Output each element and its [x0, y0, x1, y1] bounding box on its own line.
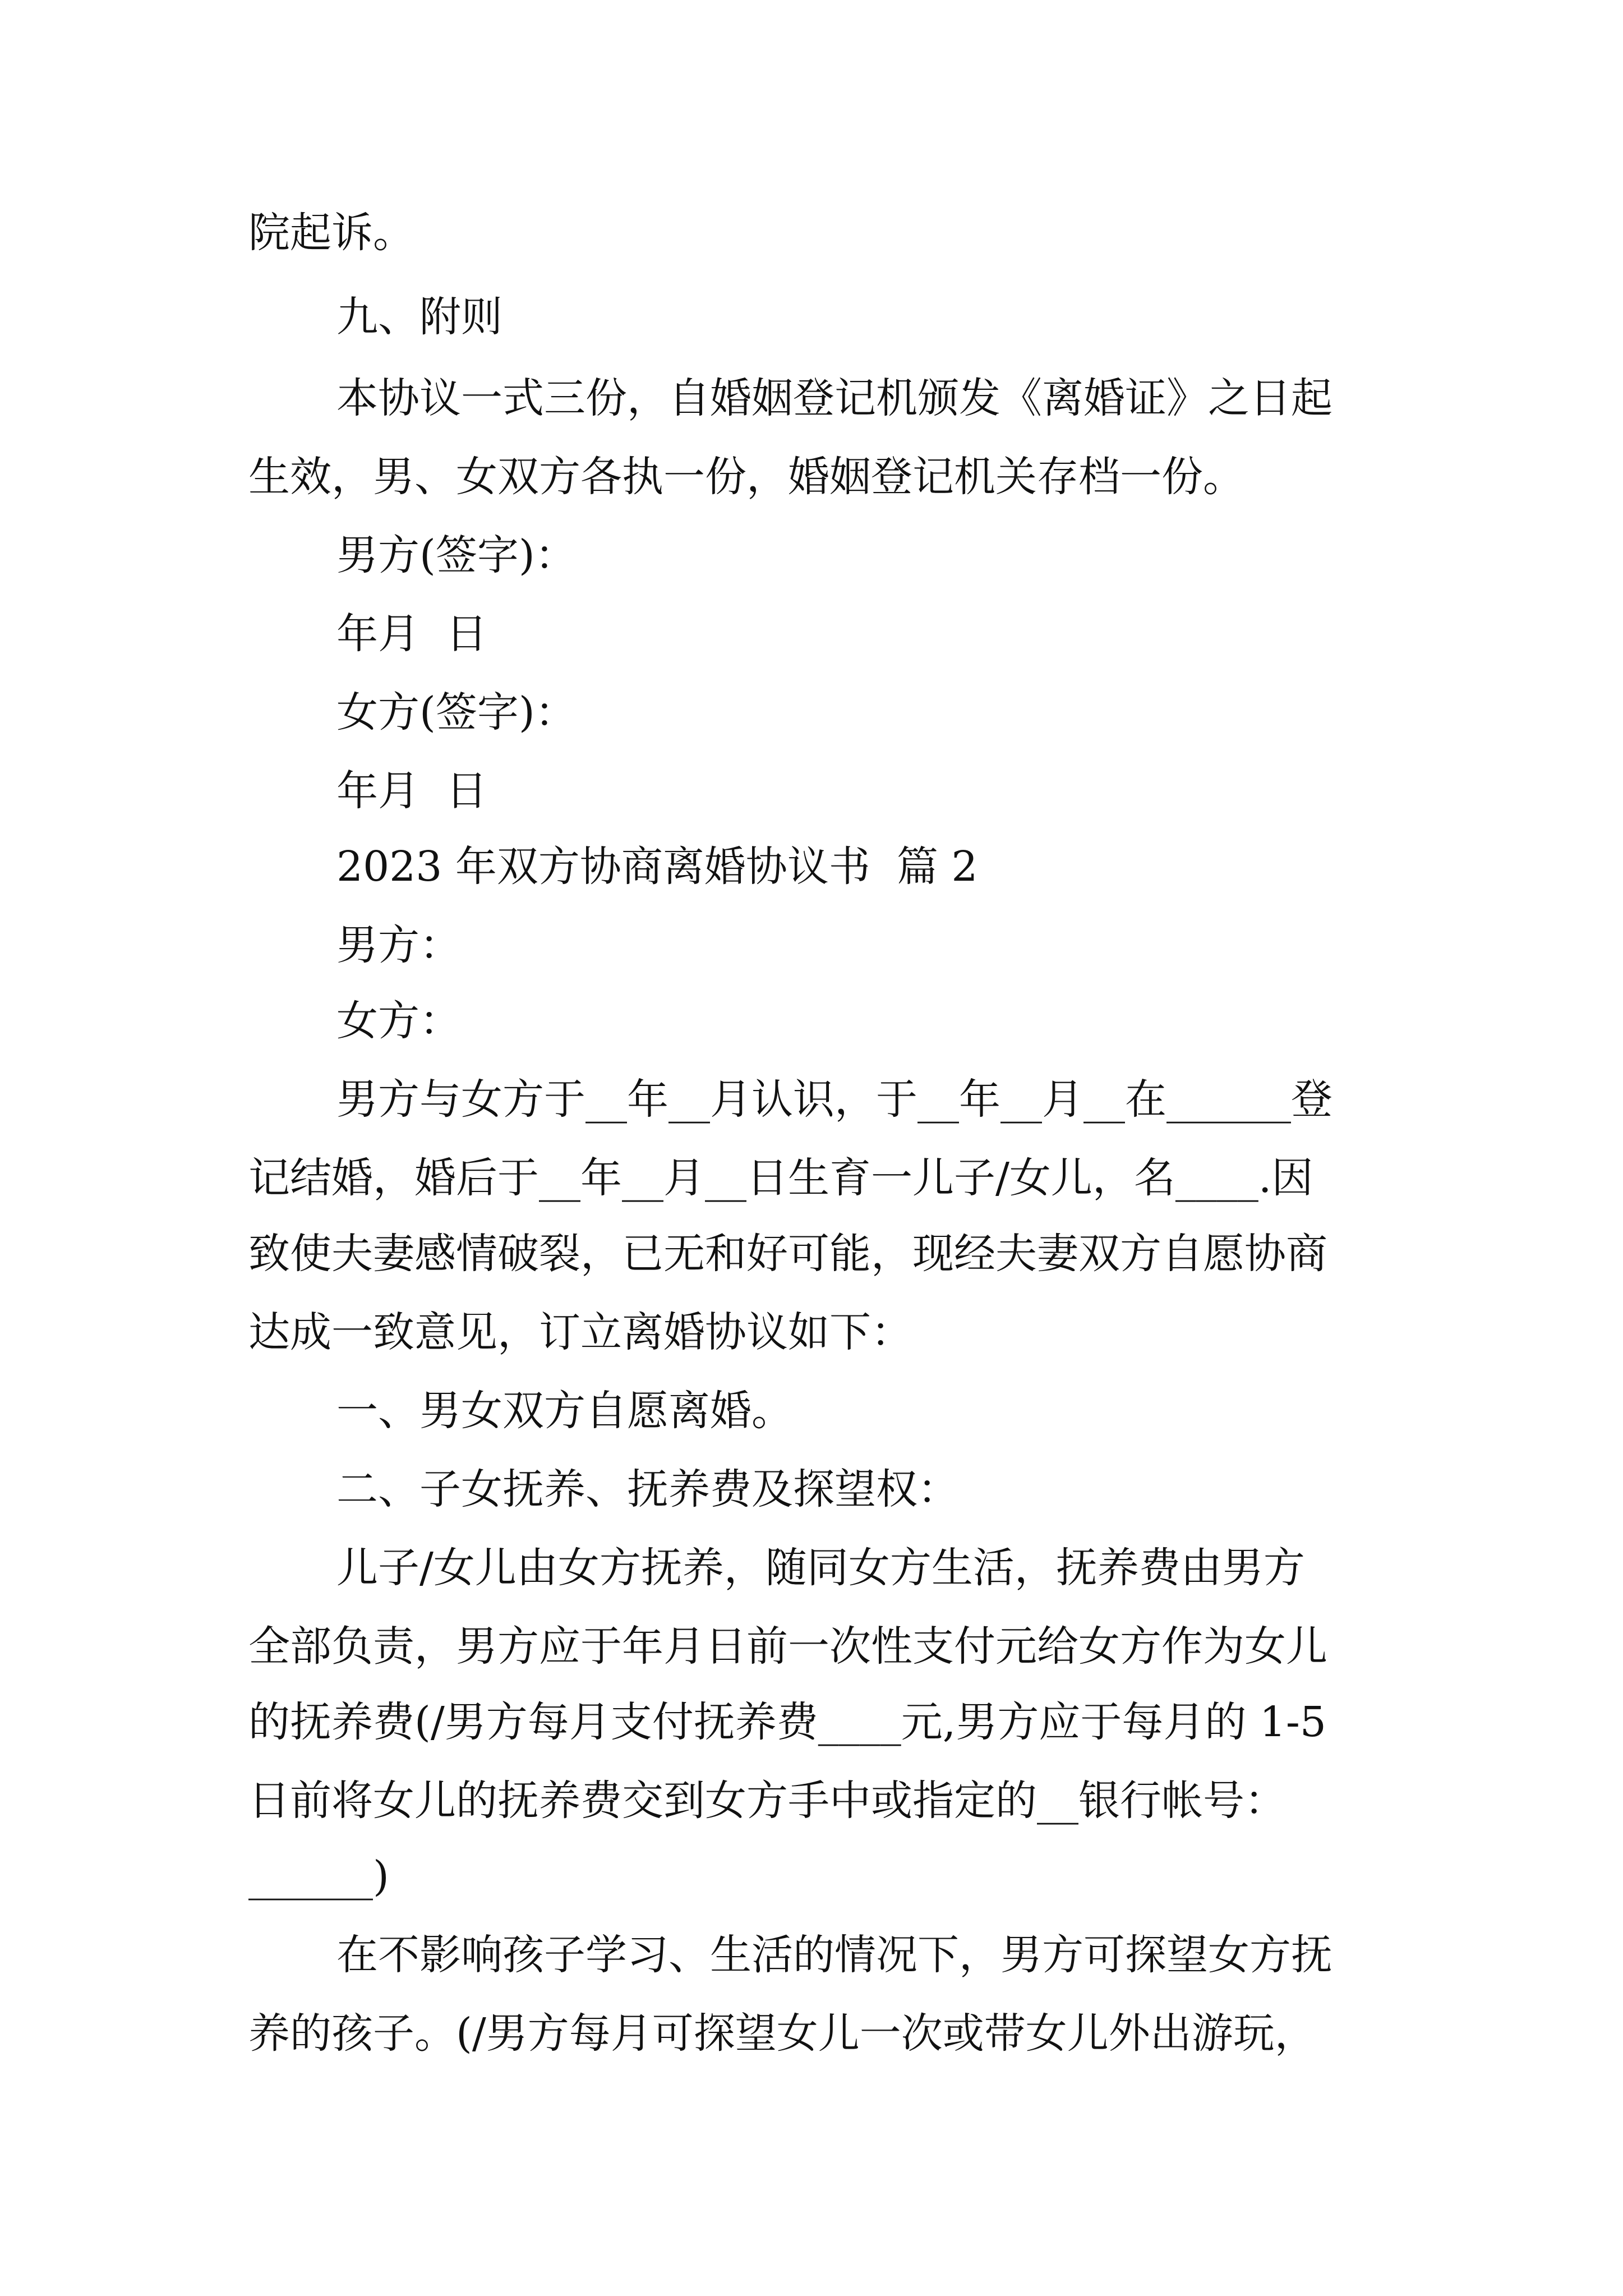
text-line: 的抚养费(/男方每月支付抚养费____元,男方应于每月的 1-5: [248, 1698, 1327, 1746]
text-line: 记结婚，婚后于__年__月__日生育一儿子/女儿，名____.因: [248, 1154, 1313, 1202]
text-line: 致使夫妻感情破裂，已无和好可能，现经夫妻双方自愿协商: [248, 1230, 1327, 1278]
text-line: 在不影响孩子学习、生活的情况下，男方可探望女方抚: [336, 1931, 1332, 1979]
party-female: 女方：: [336, 997, 461, 1045]
signature-label-female: 女方(签字)：: [336, 688, 577, 737]
text-line: 本协议一式三份，自婚姻登记机颁发《离婚证》之日起: [336, 374, 1332, 422]
document-title: 2023 年双方协商离婚协议书 篇 2: [336, 843, 978, 891]
clause-line: 二、子女抚养、抚养费及探望权：: [336, 1465, 959, 1513]
text-line: 儿子/女儿由女方抚养，随同女方生活，抚养费由男方: [336, 1544, 1305, 1592]
text-line: 男方与女方于__年__月认识，于__年__月__在______登: [336, 1075, 1332, 1124]
date-line: 年月 日: [336, 610, 488, 658]
section-heading: 九、附则: [336, 293, 502, 341]
text-line: 养的孩子。(/男方每月可探望女儿一次或带女儿外出游玩，: [248, 2009, 1316, 2058]
text-line: ______): [248, 1852, 389, 1901]
signature-label-male: 男方(签字)：: [336, 531, 577, 579]
date-line: 年月 日: [336, 767, 488, 815]
party-male: 男方：: [336, 921, 461, 969]
clause-line: 一、男女双方自愿离婚。: [336, 1387, 793, 1435]
text-line: 全部负责，男方应于年月日前一次性支付元给女方作为女儿: [248, 1622, 1327, 1671]
text-line: 生效，男、女双方各执一份，婚姻登记机关存档一份。: [248, 453, 1244, 501]
text-line: 日前将女儿的抚养费交到女方手中或指定的__银行帐号：: [248, 1777, 1286, 1825]
text-line: 院起诉。: [248, 209, 414, 257]
text-line: 达成一致意见，订立离婚协议如下：: [248, 1308, 912, 1356]
